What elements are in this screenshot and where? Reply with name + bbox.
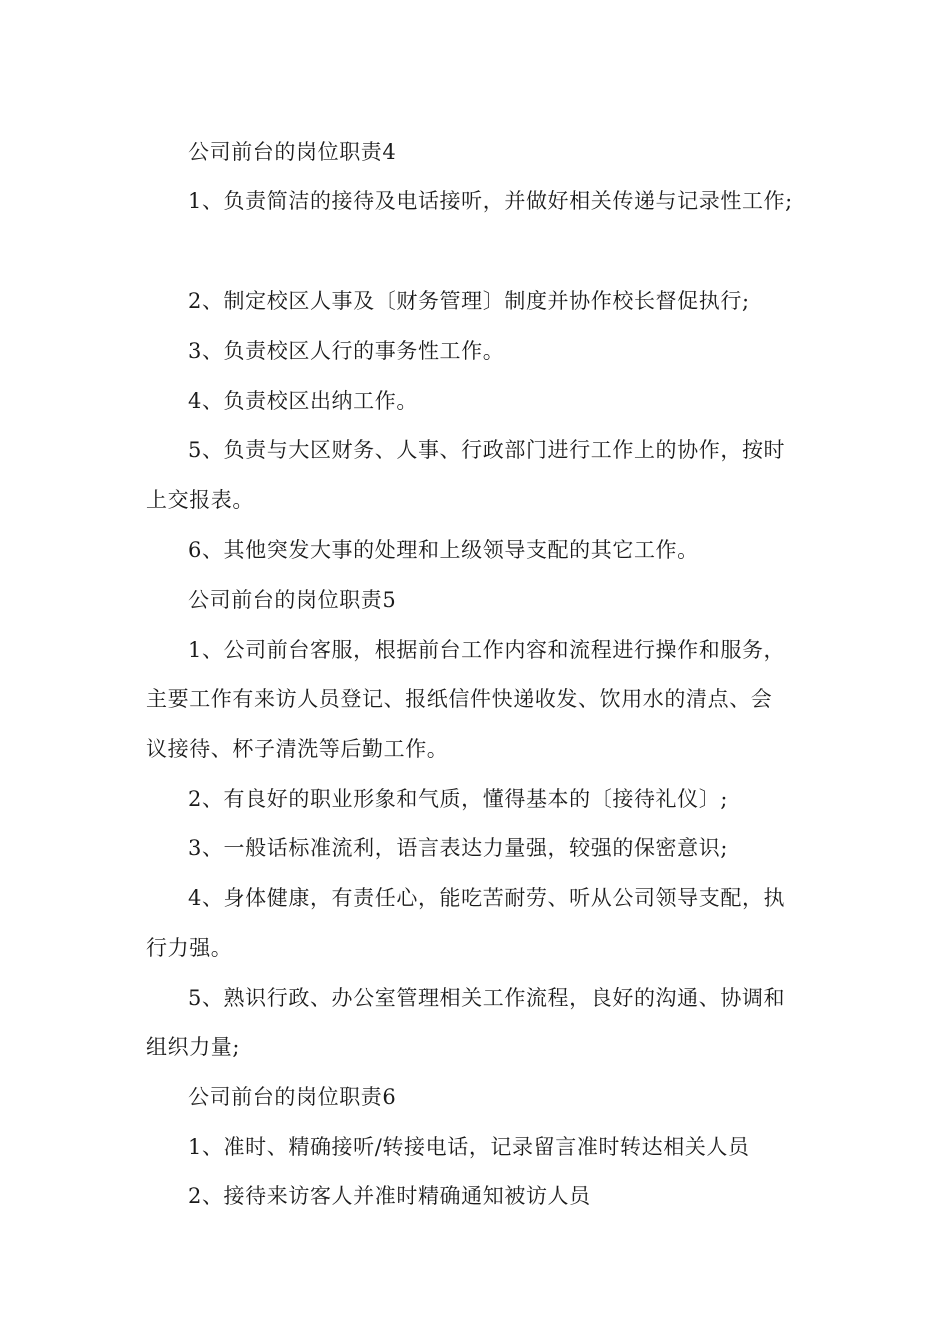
- section-heading-6: 公司前台的岗位职责6: [188, 1085, 397, 1109]
- paragraph-line: 6、其他突发大事的处理和上级领导支配的其它工作。: [188, 538, 699, 562]
- paragraph-line: 4、身体健康，有责任心，能吃苦耐劳、听从公司领导支配，执: [188, 886, 786, 910]
- paragraph-line: 5、负责与大区财务、人事、行政部门进行工作上的协作，按时: [188, 438, 786, 462]
- paragraph-line: 2、接待来访客人并准时精确通知被访人员: [188, 1184, 591, 1208]
- section-heading-4: 公司前台的岗位职责4: [188, 140, 397, 164]
- paragraph-line: 1、负责简洁的接待及电话接听，并做好相关传递与记录性工作;: [188, 189, 793, 213]
- paragraph-line: 1、公司前台客服，根据前台工作内容和流程进行操作和服务，: [188, 638, 786, 662]
- paragraph-line: 组织力量;: [146, 1035, 241, 1059]
- paragraph-line: 主要工作有来访人员登记、报纸信件快递收发、饮用水的清点、会: [146, 687, 773, 711]
- paragraph-line: 议接待、杯子清洗等后勤工作。: [146, 737, 449, 761]
- paragraph-line: 3、负责校区人行的事务性工作。: [188, 339, 505, 363]
- paragraph-line: 5、熟识行政、办公室管理相关工作流程，良好的沟通、协调和: [188, 986, 786, 1010]
- paragraph-line: 上交报表。: [146, 488, 254, 512]
- paragraph-line: 1、准时、精确接听/转接电话，记录留言准时转达相关人员: [188, 1135, 750, 1159]
- paragraph-line: 4、负责校区出纳工作。: [188, 389, 418, 413]
- paragraph-line: 行力强。: [146, 936, 233, 960]
- section-heading-5: 公司前台的岗位职责5: [188, 588, 397, 612]
- paragraph-line: 2、制定校区人事及〔财务管理〕制度并协作校长督促执行;: [188, 289, 750, 313]
- paragraph-line: 3、一般话标准流利，语言表达力量强，较强的保密意识;: [188, 836, 729, 860]
- paragraph-line: 2、有良好的职业形象和气质，懂得基本的〔接待礼仪〕;: [188, 787, 729, 811]
